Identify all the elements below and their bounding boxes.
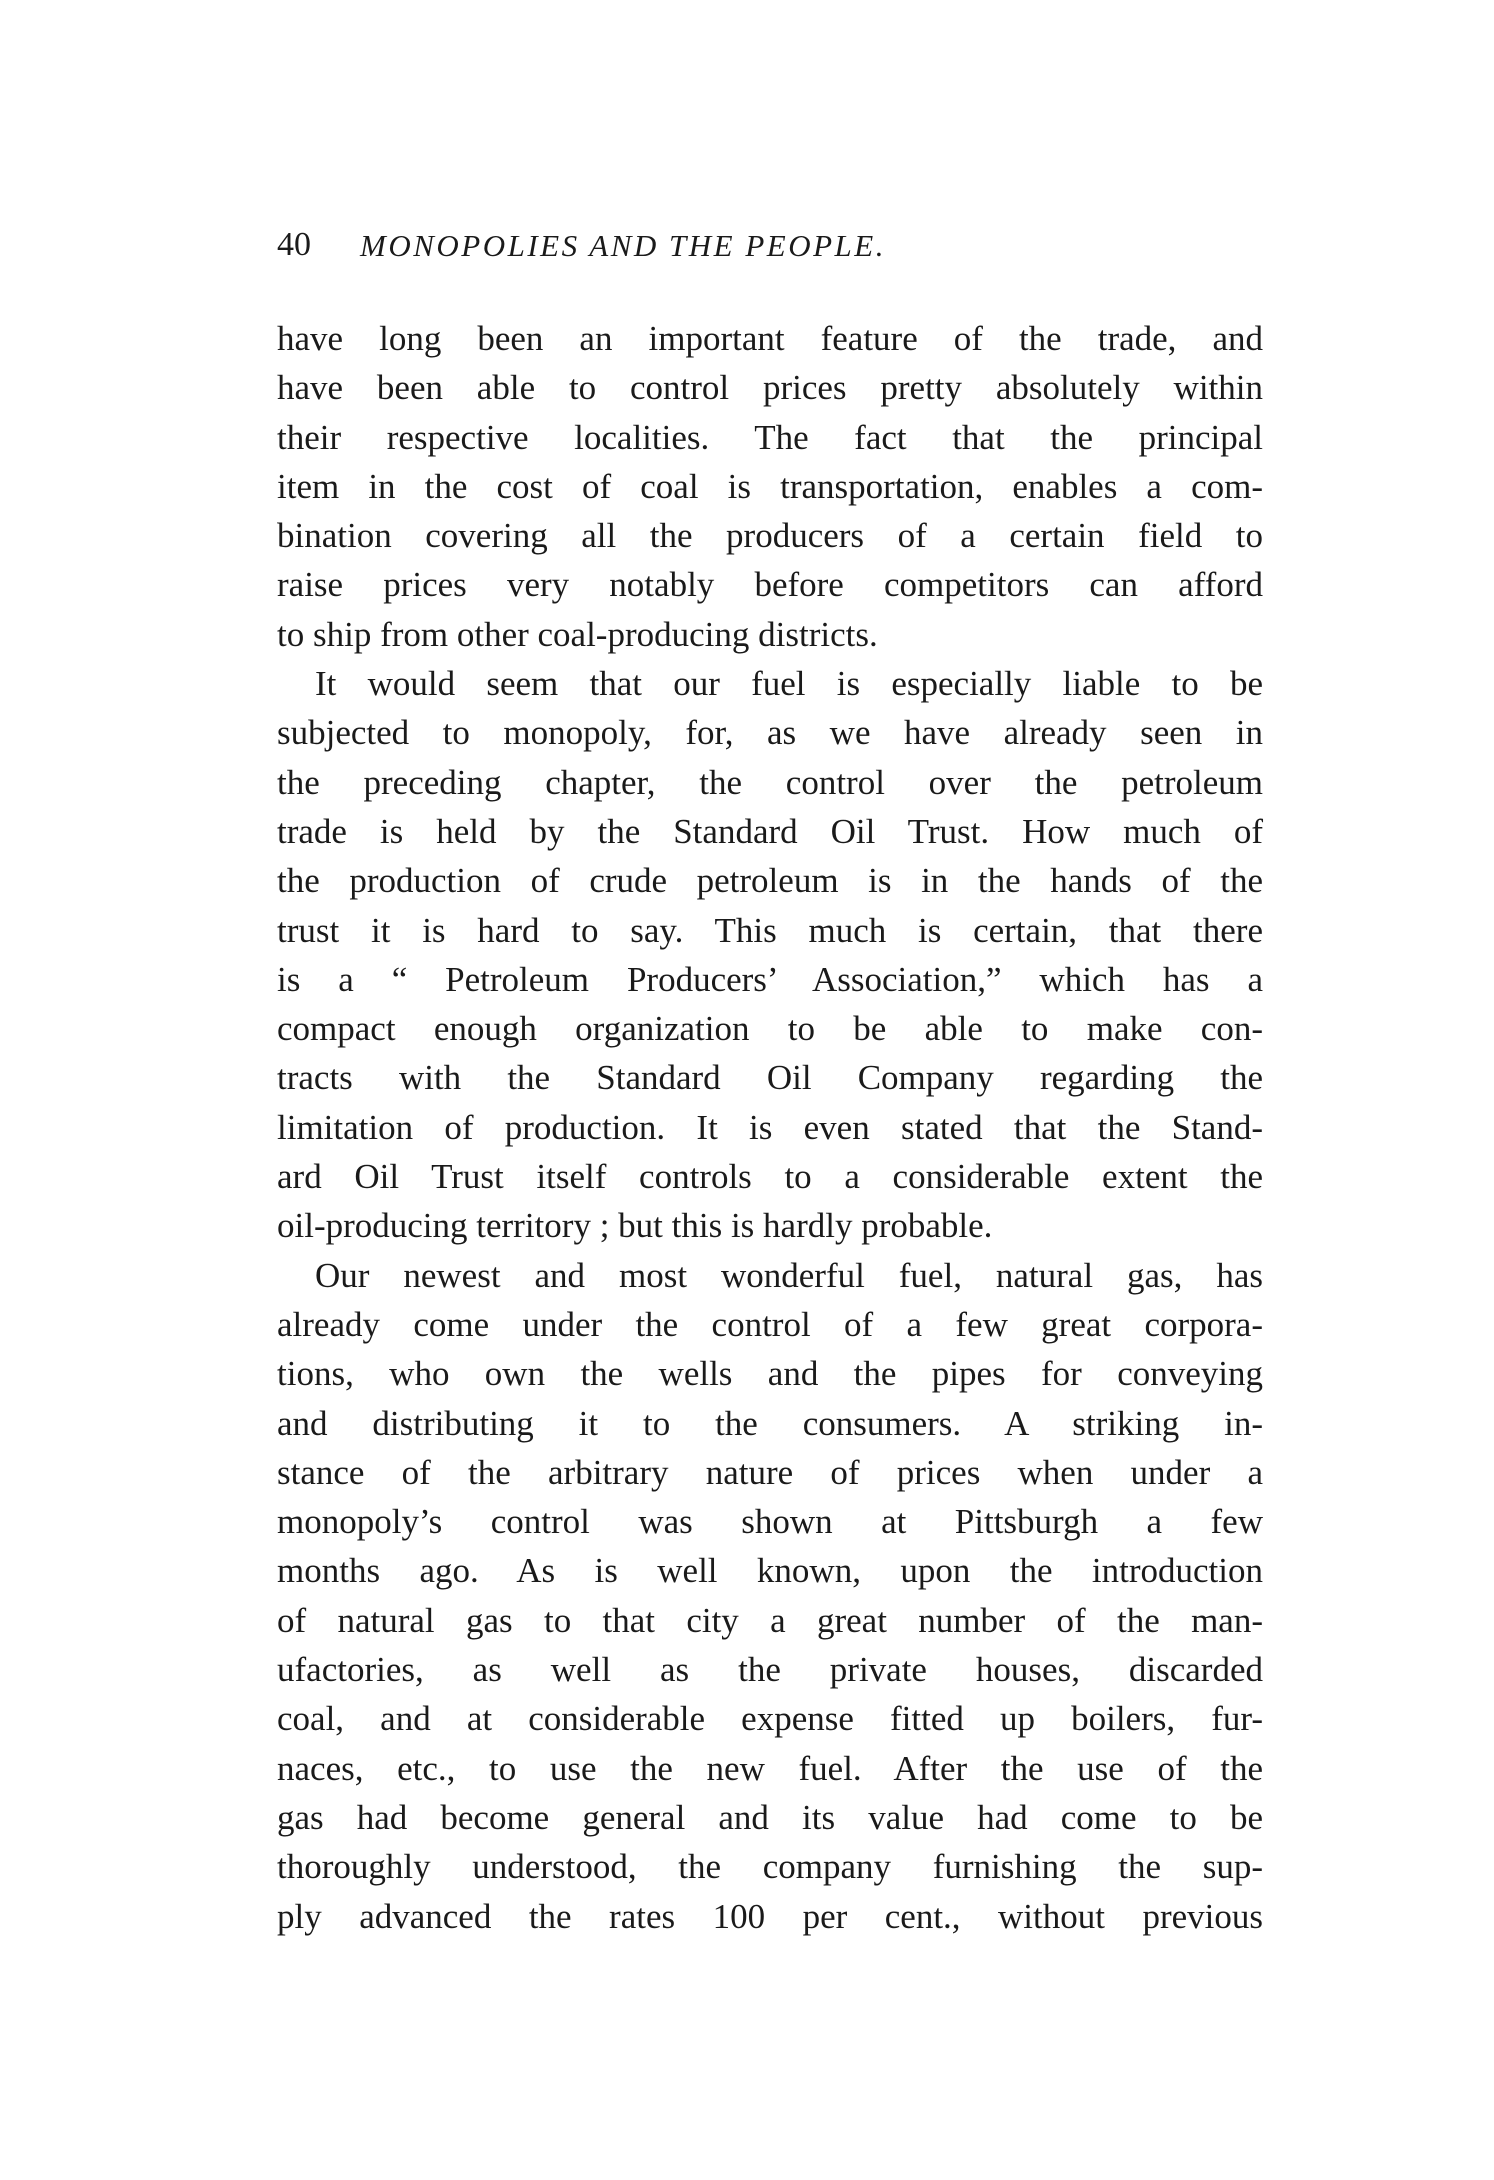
text-line: already come under the control of a few great corpora- xyxy=(277,1304,1263,1344)
text-line: coal, and at considerable expense fitted up boilers, fur- xyxy=(277,1699,1263,1739)
text-line: monopoly’s control was shown at Pittsburgh a few xyxy=(277,1502,1263,1542)
text-line: their respective localities. The fact that the principal xyxy=(277,417,1263,457)
text-line: gas had become general and its value had come to be xyxy=(277,1797,1263,1837)
text-line: item in the cost of coal is transportation, enables a com- xyxy=(277,466,1263,506)
text-line: of natural gas to that city a great number of the man- xyxy=(277,1600,1263,1640)
text-line: ufactories, as well as the private houses, discarded xyxy=(277,1650,1263,1690)
text-line: have long been an important feature of the trade, and xyxy=(277,319,1263,358)
text-line: bination covering all the producers of a certain field to xyxy=(277,516,1263,556)
text-line: and distributing it to the consumers. A striking in- xyxy=(277,1403,1263,1443)
text-line: ply advanced the rates 100 per cent., without previous xyxy=(277,1896,1263,1936)
page-header xyxy=(277,226,1263,272)
body-text xyxy=(277,314,1263,1941)
text-line: naces, etc., to use the new fuel. After the use of the xyxy=(277,1748,1263,1788)
text-line: trust it is hard to say. This much is certain, that there xyxy=(277,910,1263,950)
text-line: ard Oil Trust itself controls to a considerable extent the xyxy=(277,1157,1263,1197)
text-line: limitation of production. It is even stated that the Stand- xyxy=(277,1107,1263,1147)
text-line: stance of the arbitrary nature of prices when under a xyxy=(277,1452,1263,1492)
text-line: tions, who own the wells and the pipes for conveying xyxy=(277,1354,1263,1394)
text-line: months ago. As is well known, upon the introduction xyxy=(277,1551,1263,1591)
text-line: subjected to monopoly, for, as we have already seen in xyxy=(277,713,1263,753)
text-line: is a “ Petroleum Producers’ Association,” which has a xyxy=(277,959,1263,999)
text-line: compact enough organization to be able to make con- xyxy=(277,1009,1263,1049)
text-line: to ship from other coal-producing districts. xyxy=(277,614,878,654)
text-line: have been able to control prices pretty absolutely within xyxy=(277,368,1263,408)
text-line: raise prices very notably before competitors can afford xyxy=(277,565,1263,605)
text-line: It would seem that our fuel is especially liable to be xyxy=(315,664,1263,704)
text-line: trade is held by the Standard Oil Trust. How much of xyxy=(277,811,1263,851)
text-line: oil-producing territory ; but this is hardly probable. xyxy=(277,1206,993,1246)
running-title: MONOPOLIES AND THE PEOPLE. xyxy=(360,228,886,263)
text-line: thoroughly understood, the company furnishing the sup- xyxy=(277,1847,1263,1887)
text-line: the preceding chapter, the control over the petroleum xyxy=(277,762,1263,802)
page-number: 40 xyxy=(277,226,311,263)
text-line: tracts with the Standard Oil Company regarding the xyxy=(277,1058,1263,1098)
text-line: the production of crude petroleum is in the hands of the xyxy=(277,861,1263,901)
text-line: Our newest and most wonderful fuel, natural gas, has xyxy=(315,1255,1263,1295)
